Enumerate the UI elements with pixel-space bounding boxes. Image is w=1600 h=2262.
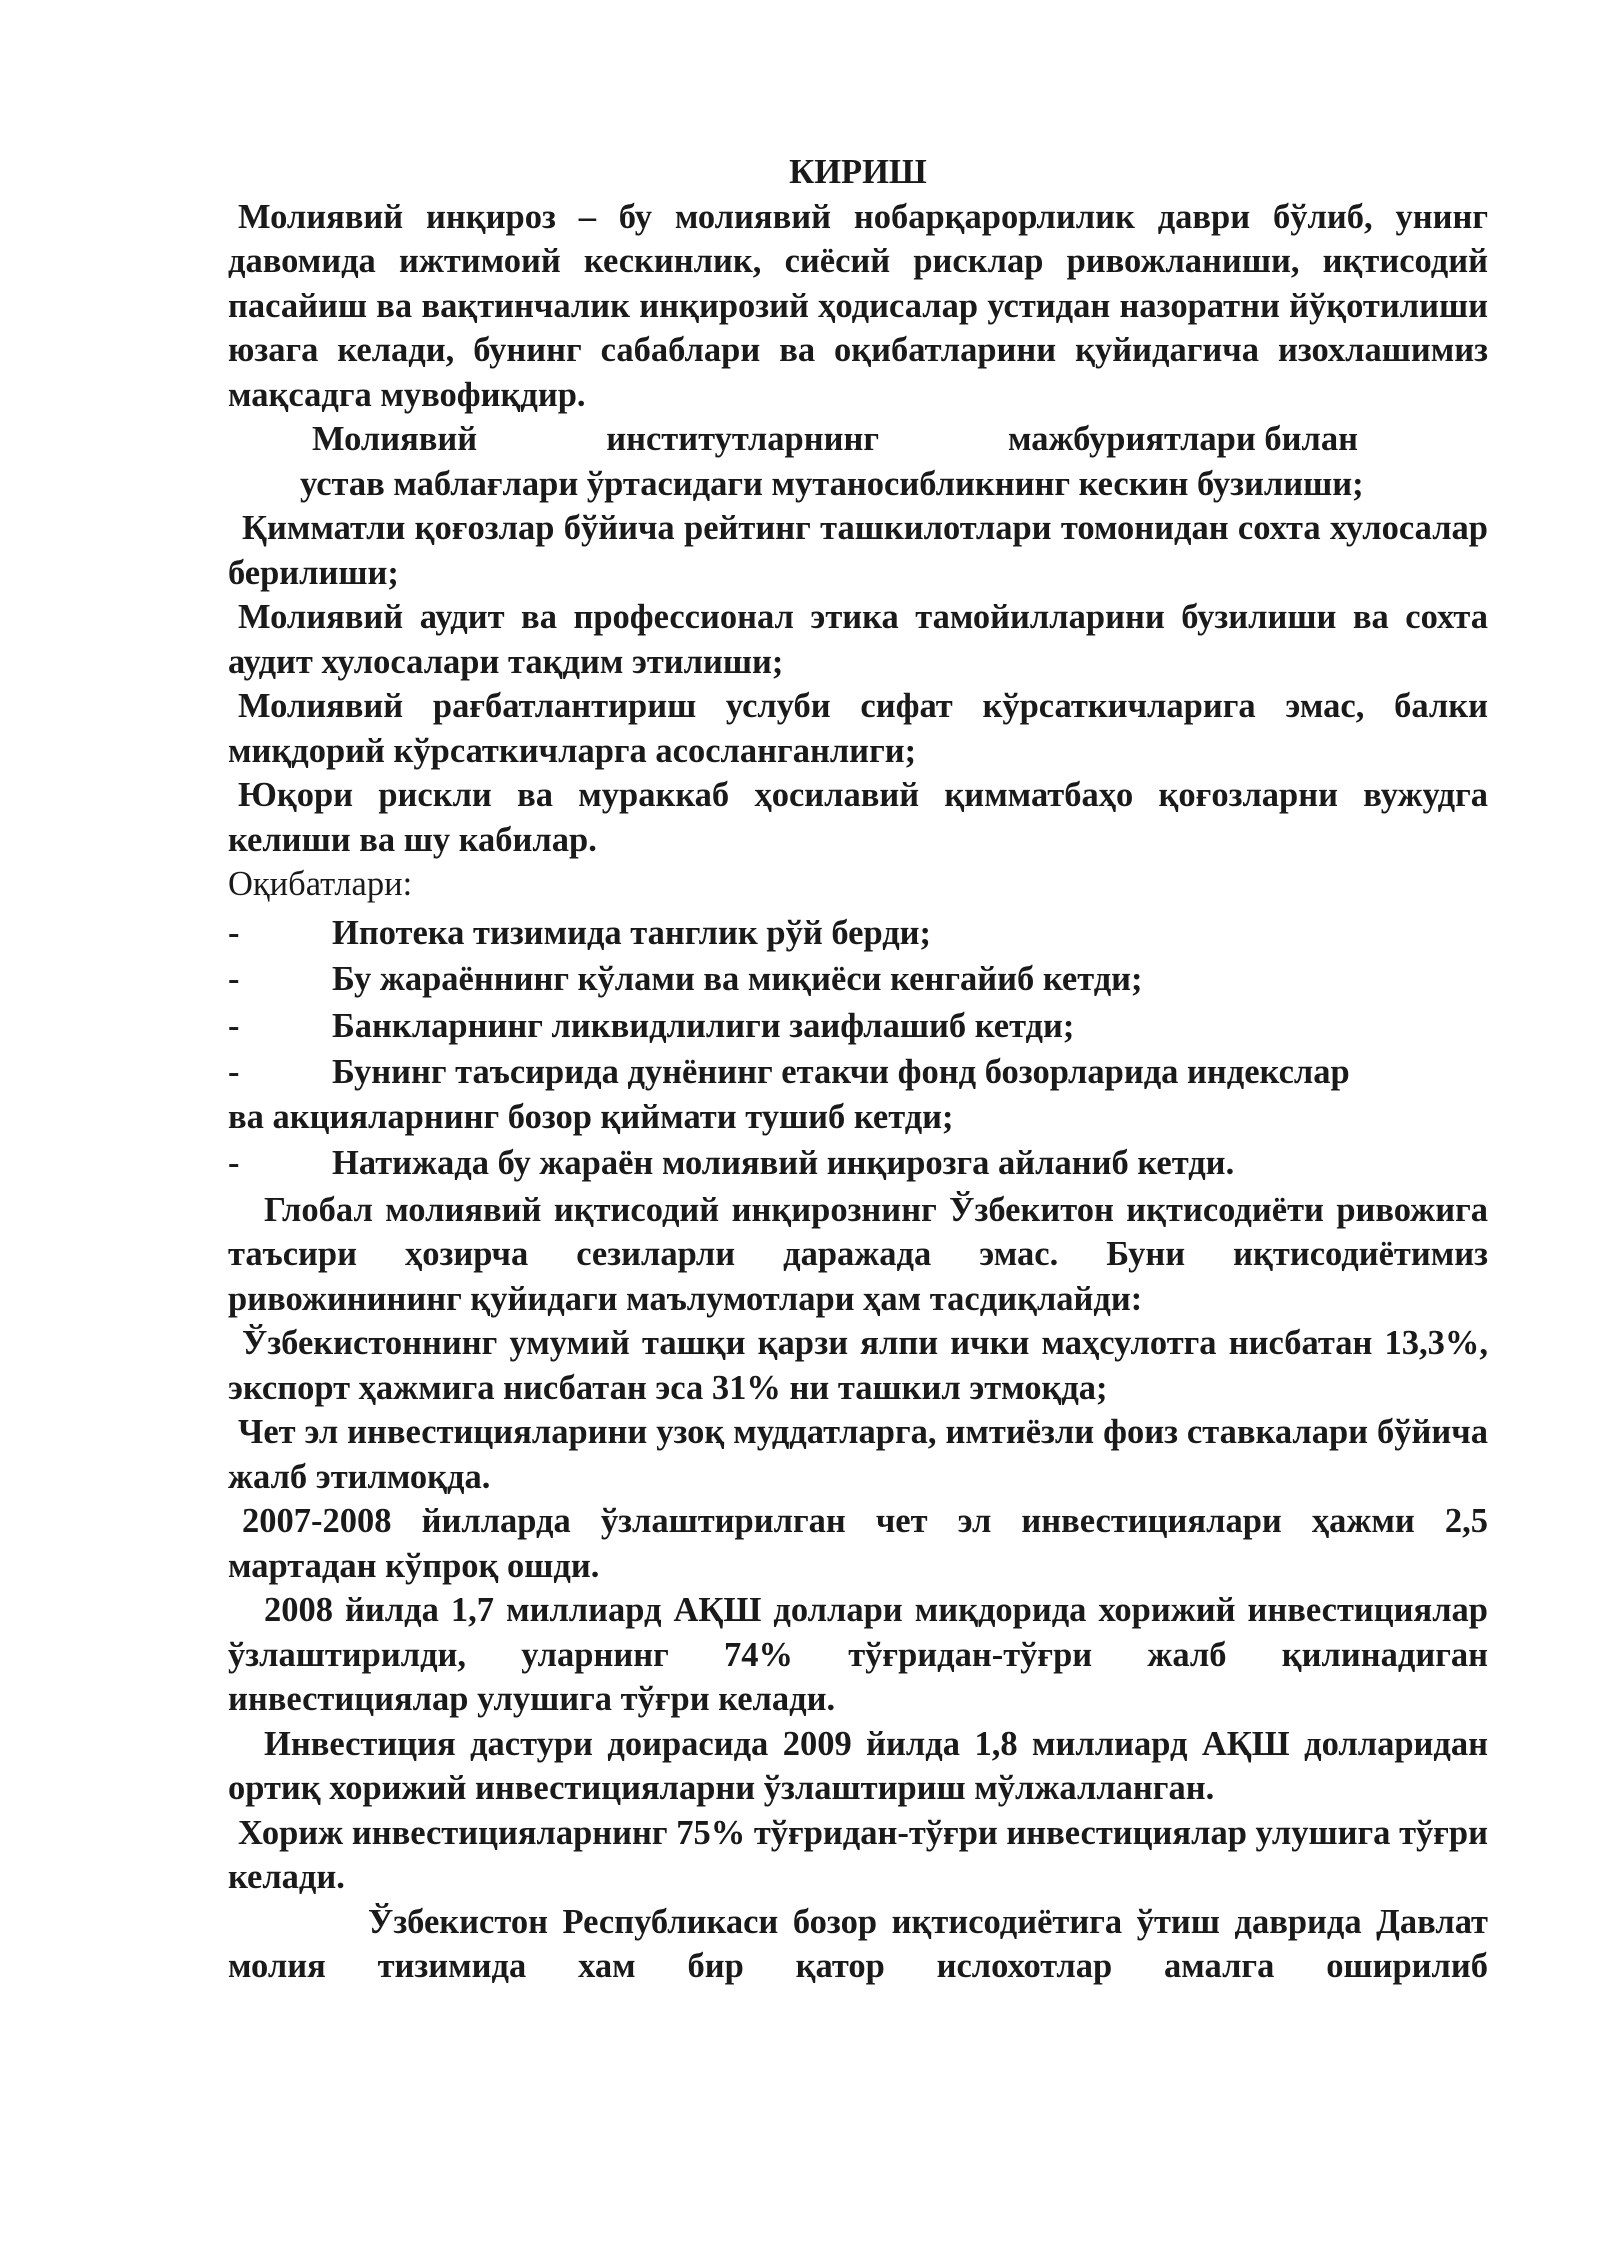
list-item-text: Банкларнинг ликвидлилиги заифлашиб кетди;	[332, 1006, 1075, 1045]
list-item	[228, 957, 1488, 1002]
reason-5: Юқори рискли ва мураккаб ҳосилавий қимматбаҳо қоғозларни вужудга келиши ва шу кабилар.	[228, 776, 1488, 859]
reason-1-line-1	[228, 417, 1488, 462]
fact-5: Инвестиция дастури доирасида 2009 йилда 1,8 миллиард АҚШ долларидан ортиқ хорижий инвестицияларни ўзлаштириш мўлжалланган.	[228, 1724, 1488, 1807]
fact-2: Чет эл инвестицияларини узоқ муддатларга, имтиёзли фоиз ставкалари бўйича жалб этилмоқда.	[228, 1413, 1488, 1496]
reason-1-word-2: институтларнинг	[606, 420, 880, 458]
list-item-text: Бу жараённинг кўлами ва миқиёси кенгайиб кетди;	[332, 960, 1143, 998]
fact-4: 2008 йилда 1,7 миллиард АҚШ доллари миқдорида хорижий инвестициялар ўзлаштирилди, уларнинг 74% тўғридан-тўғри жалб қилинадиган инвестициялар улушига тўғри келади.	[228, 1591, 1488, 1718]
reason-3: Молиявий аудит ва профессионал этика тамойилларини бузилиши ва сохта аудит хулосалари тақдим этилиши;	[228, 598, 1488, 681]
list-item-text: Натижада бу жараён молиявий инқирозга айланиб кетди.	[332, 1144, 1235, 1182]
reason-1-word-3: мажбуриятлари билан	[1008, 420, 1358, 458]
reason-4: Молиявий рағбатлантириш услуби сифат кўрсаткичларига эмас, балки миқдорий кўрсаткичларга асосланганлиги;	[228, 687, 1488, 770]
list-item	[228, 1004, 1488, 1049]
list-item-text: Бунинг таъсирида дунёнинг етакчи фонд бозорларида индекслар	[332, 1053, 1350, 1091]
last-paragraph: Ўзбекистон Республикаси бозор иқтисодиётига ўтиш даврида Давлат молия тизимида хам бир қатор ислохотлар амалга оширилиб	[228, 1902, 1488, 1985]
fact-6: Хориж инвестицияларнинг 75% тўғридан-тўғри инвестициялар улушига тўғри келади.	[228, 1813, 1488, 1896]
list-dash: -	[228, 913, 240, 952]
list-dash: -	[228, 1144, 240, 1182]
fact-3: 2007-2008 йилларда ўзлаштирилган чет эл инвестициялари ҳажми 2,5 мартадан кўпроқ ошди.	[228, 1502, 1488, 1585]
list-item	[228, 1050, 1488, 1139]
list-dash: -	[228, 1006, 240, 1045]
list-item	[228, 911, 1488, 956]
list-item	[228, 1141, 1488, 1186]
reason-1-line-2: устав маблағлари ўртасидаги мутаносибликнинг кескин бузилиши;	[300, 464, 1364, 503]
list-dash: -	[228, 1053, 240, 1091]
reason-1	[228, 417, 1488, 506]
list-dash: -	[228, 960, 240, 998]
list-item-continuation: ва акцияларнинг бозор қиймати тушиб кетди;	[228, 1097, 954, 1136]
reason-2: Қимматли қоғозлар бўйича рейтинг ташкилотлари томонидан сохта хулосалар берилиши;	[228, 509, 1488, 592]
global-paragraph: Глобал молиявий иқтисодий инқирознинг Ўзбекитон иқтисодиёти ривожига таъсири ҳозирча сезиларли даражада эмас. Буни иқтисодиётимиз ривожинининг қуйидаги маълумотлари ҳам тасдиқлайди:	[228, 1190, 1488, 1318]
reason-1-word-1: Молиявий	[312, 420, 478, 458]
consequences-heading: Оқибатлари:	[228, 865, 413, 903]
document-page	[228, 150, 1488, 1989]
list-item-text: Ипотека тизимида танглик рўй берди;	[332, 913, 932, 952]
intro-paragraph: Молиявий инқироз – бу молиявий нобарқарорлилик даври бўлиб, унинг давомида ижтимоий кескинлик, сиёсий рисклар ривожланиши, иқтисодий пасайиш ва вақтинчалик инқирозий ҳодисалар устидан назоратни йўқотилиши юзага келади, бунинг сабаблари ва оқибатларини қуйидагича изохлашимиз мақсадга мувофиқдир.	[228, 197, 1488, 414]
page-title: КИРИШ	[789, 153, 927, 191]
fact-1: Ўзбекистоннинг умумий ташқи қарзи ялпи ички маҳсулотга нисбатан 13,3%, экспорт ҳажмига нисбатан эса 31% ни ташкил этмоқда;	[228, 1324, 1488, 1407]
consequences-list	[228, 911, 1488, 1186]
